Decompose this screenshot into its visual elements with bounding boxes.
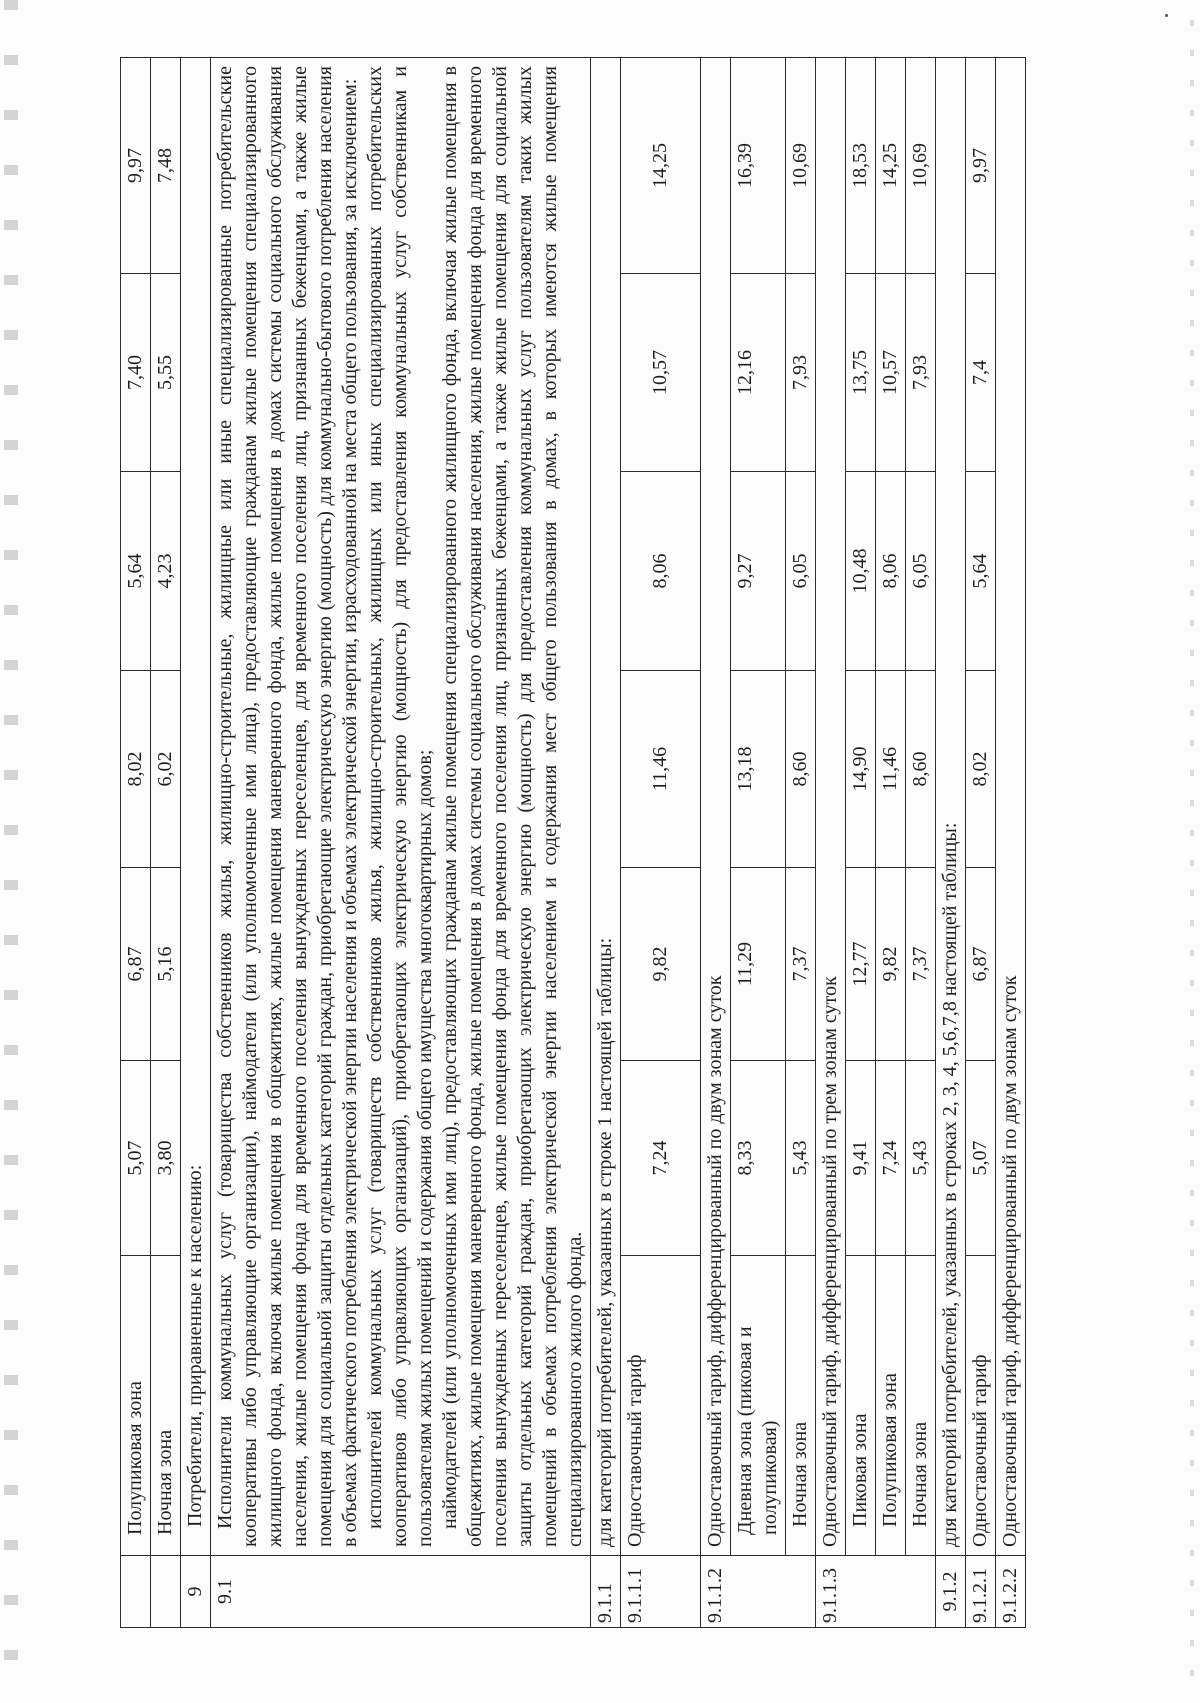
value-cell: 5,07 bbox=[966, 1061, 996, 1256]
value-cell: 4,23 bbox=[151, 472, 181, 671]
value-cell: 9,97 bbox=[966, 58, 996, 274]
description-paragraph: исполнителей коммунальных услуг (товариществ собственников жилья, жилищно-строительных, жилищных или иных специализированных потребительских кооперативов либо управляющих организаций), приобретающих электрическую энергию (мощность) для предоставления коммунальных услуг собственникам и пользователям жилых помещений и содержания общего имущества многоквартирных домов; bbox=[364, 66, 436, 1547]
value-cell: 7,40 bbox=[121, 274, 151, 472]
table-row bbox=[846, 58, 876, 1628]
value-cell: 9,82 bbox=[621, 868, 701, 1061]
row-description bbox=[211, 58, 591, 1556]
row-label: Одноставочный тариф, дифференцированный по двум зонам суток bbox=[996, 58, 1026, 1556]
value-cell: 7,93 bbox=[906, 274, 936, 472]
value-cell: 8,02 bbox=[966, 671, 996, 868]
row-code bbox=[121, 1556, 151, 1628]
row-label: Пиковая зона bbox=[846, 1256, 876, 1556]
description-paragraph: Исполнители коммунальных услуг (товарищества собственников жилья, жилищно-строительные, жилищные или иные специализированные потребительские кооперативы либо управляющие организации), наймодатели (или уполномоченные ими лица), предоставляющие гражданам жилые помещения специализированного жилищного фонда, включая жилые помещения в общежитиях, жилые помещения маневренного фонда, жилые помещения в домах системы социального обслуживания населения, жилые помещения фонда для временного поселения вынужденных переселенцев, для временного поселения лиц, признанных беженцами, а также жилые помещения для социальной защиты отдельных категорий граждан, приобретающие электрическую энергию (мощность) для коммунально-бытового потребления населения в объемах фактического потребления электрической энергии населения и объемах электрической энергии, израсходованной на места общего пользования, за исключением: bbox=[214, 66, 361, 1547]
value-cell: 3,80 bbox=[151, 1061, 181, 1256]
table-row bbox=[181, 58, 211, 1628]
table-row bbox=[996, 58, 1026, 1628]
row-code bbox=[151, 1556, 181, 1628]
value-cell: 14,25 bbox=[876, 58, 906, 274]
row-label: Ночная зона bbox=[906, 1256, 936, 1556]
value-cell: 11,46 bbox=[621, 671, 701, 868]
value-cell: 6,02 bbox=[151, 671, 181, 868]
value-cell: 10,57 bbox=[876, 274, 906, 472]
row-code: 9.1.1 bbox=[591, 1556, 621, 1628]
row-label: Одноставочный тариф bbox=[621, 1256, 701, 1556]
value-cell: 14,90 bbox=[846, 671, 876, 868]
row-label: Полупиковая зона bbox=[876, 1256, 906, 1556]
row-label: для категорий потребителей, указанных в строках 2, 3, 4, 5,6,7,8 настоящей таблицы: bbox=[936, 58, 966, 1556]
value-cell: 6,05 bbox=[906, 472, 936, 671]
row-code: 9.1.2.2 bbox=[996, 1556, 1026, 1628]
row-label: для категорий потребителей, указанных в строке 1 настоящей таблицы: bbox=[591, 58, 621, 1556]
row-label: Одноставочный тариф, дифференцированный по трем зонам суток bbox=[816, 58, 846, 1556]
value-cell: 5,16 bbox=[151, 868, 181, 1061]
table-row bbox=[876, 58, 906, 1628]
value-cell: 8,60 bbox=[906, 671, 936, 868]
value-cell: 5,07 bbox=[121, 1061, 151, 1256]
table-row bbox=[151, 58, 181, 1628]
rotated-tariff-table-container bbox=[120, 58, 1080, 1628]
row-code: 9.1.1.1 bbox=[621, 1556, 701, 1628]
value-cell: 18,53 bbox=[846, 58, 876, 274]
table-row bbox=[731, 58, 786, 1628]
table-row bbox=[906, 58, 936, 1628]
value-cell: 12,16 bbox=[731, 274, 786, 472]
value-cell: 11,46 bbox=[876, 671, 906, 868]
table-row bbox=[936, 58, 966, 1628]
table-row bbox=[966, 58, 996, 1628]
value-cell: 16,39 bbox=[731, 58, 786, 274]
value-cell: 12,77 bbox=[846, 868, 876, 1061]
value-cell: 7,48 bbox=[151, 58, 181, 274]
value-cell: 8,06 bbox=[621, 472, 701, 671]
row-code: 9.1.1.3 bbox=[816, 1556, 936, 1628]
table-row bbox=[701, 58, 731, 1628]
value-cell: 5,64 bbox=[121, 472, 151, 671]
value-cell: 13,18 bbox=[731, 671, 786, 868]
row-label: Дневная зона (пиковая и полупиковая) bbox=[731, 1256, 786, 1556]
value-cell: 10,69 bbox=[786, 58, 816, 274]
value-cell: 8,60 bbox=[786, 671, 816, 868]
scan-edge-right bbox=[1190, 20, 1194, 1680]
section-heading: Потребители, приравненные к населению: bbox=[181, 58, 211, 1556]
table-row bbox=[816, 58, 846, 1628]
value-cell: 7,4 bbox=[966, 274, 996, 472]
value-cell: 8,06 bbox=[876, 472, 906, 671]
value-cell: 10,57 bbox=[621, 274, 701, 472]
row-code: 9.1.1.2 bbox=[701, 1556, 816, 1628]
value-cell: 13,75 bbox=[846, 274, 876, 472]
value-cell: 10,48 bbox=[846, 472, 876, 671]
value-cell: 14,25 bbox=[621, 58, 701, 274]
value-cell: 7,37 bbox=[786, 868, 816, 1061]
value-cell: 8,02 bbox=[121, 671, 151, 868]
value-cell: 5,55 bbox=[151, 274, 181, 472]
row-code: 9.1.2.1 bbox=[966, 1556, 996, 1628]
scan-edge-left bbox=[4, 0, 18, 1703]
value-cell: 7,24 bbox=[621, 1061, 701, 1256]
row-code: 9.1 bbox=[211, 1556, 591, 1628]
description-paragraph: наймодателей (или уполномоченных ими лиц), предоставляющих гражданам жилые помещения специализированного жилищного фонда, включая жилые помещения в общежитиях, жилые помещения маневренного фонда, жилые помещения в домах системы социального обслуживания населения, жилые помещения фонда для временного поселения вынужденных переселенцев, жилые помещения фонда для временного поселения лиц, признанных беженцами, а также жилые помещения для социальной защиты отдельных категорий граждан, приобретающих электрическую энергию (мощность) для предоставления коммунальных услуг пользователям таких жилых помещений в объемах потребления электрической энергии населением и содержания мест общего пользования в домах, в которых имеются жилые помещения специализированного жилого фонда. bbox=[439, 66, 586, 1547]
value-cell: 5,43 bbox=[786, 1061, 816, 1256]
table-row bbox=[786, 58, 816, 1628]
value-cell: 10,69 bbox=[906, 58, 936, 274]
table-row bbox=[121, 58, 151, 1628]
row-label: Одноставочный тариф, дифференцированный по двум зонам суток bbox=[701, 58, 731, 1556]
value-cell: 9,97 bbox=[121, 58, 151, 274]
value-cell: 8,33 bbox=[731, 1061, 786, 1256]
row-label: Ночная зона bbox=[151, 1256, 181, 1556]
table-row bbox=[621, 58, 701, 1628]
value-cell: 6,05 bbox=[786, 472, 816, 671]
value-cell: 7,37 bbox=[906, 868, 936, 1061]
value-cell: 7,93 bbox=[786, 274, 816, 472]
value-cell: 9,27 bbox=[731, 472, 786, 671]
value-cell: 6,87 bbox=[966, 868, 996, 1061]
row-label: Полупиковая зона bbox=[121, 1256, 151, 1556]
value-cell: 9,41 bbox=[846, 1061, 876, 1256]
scan-dot bbox=[1165, 14, 1168, 17]
table-row bbox=[211, 58, 591, 1628]
value-cell: 6,87 bbox=[121, 868, 151, 1061]
table-row bbox=[591, 58, 621, 1628]
row-code: 9.1.2 bbox=[936, 1556, 966, 1628]
value-cell: 9,82 bbox=[876, 868, 906, 1061]
value-cell: 5,43 bbox=[906, 1061, 936, 1256]
value-cell: 11,29 bbox=[731, 868, 786, 1061]
value-cell: 5,64 bbox=[966, 472, 996, 671]
row-code: 9 bbox=[181, 1556, 211, 1628]
value-cell: 7,24 bbox=[876, 1061, 906, 1256]
row-label: Одноставочный тариф bbox=[966, 1256, 996, 1556]
row-label: Ночная зона bbox=[786, 1256, 816, 1556]
tariff-table bbox=[120, 57, 1026, 1628]
